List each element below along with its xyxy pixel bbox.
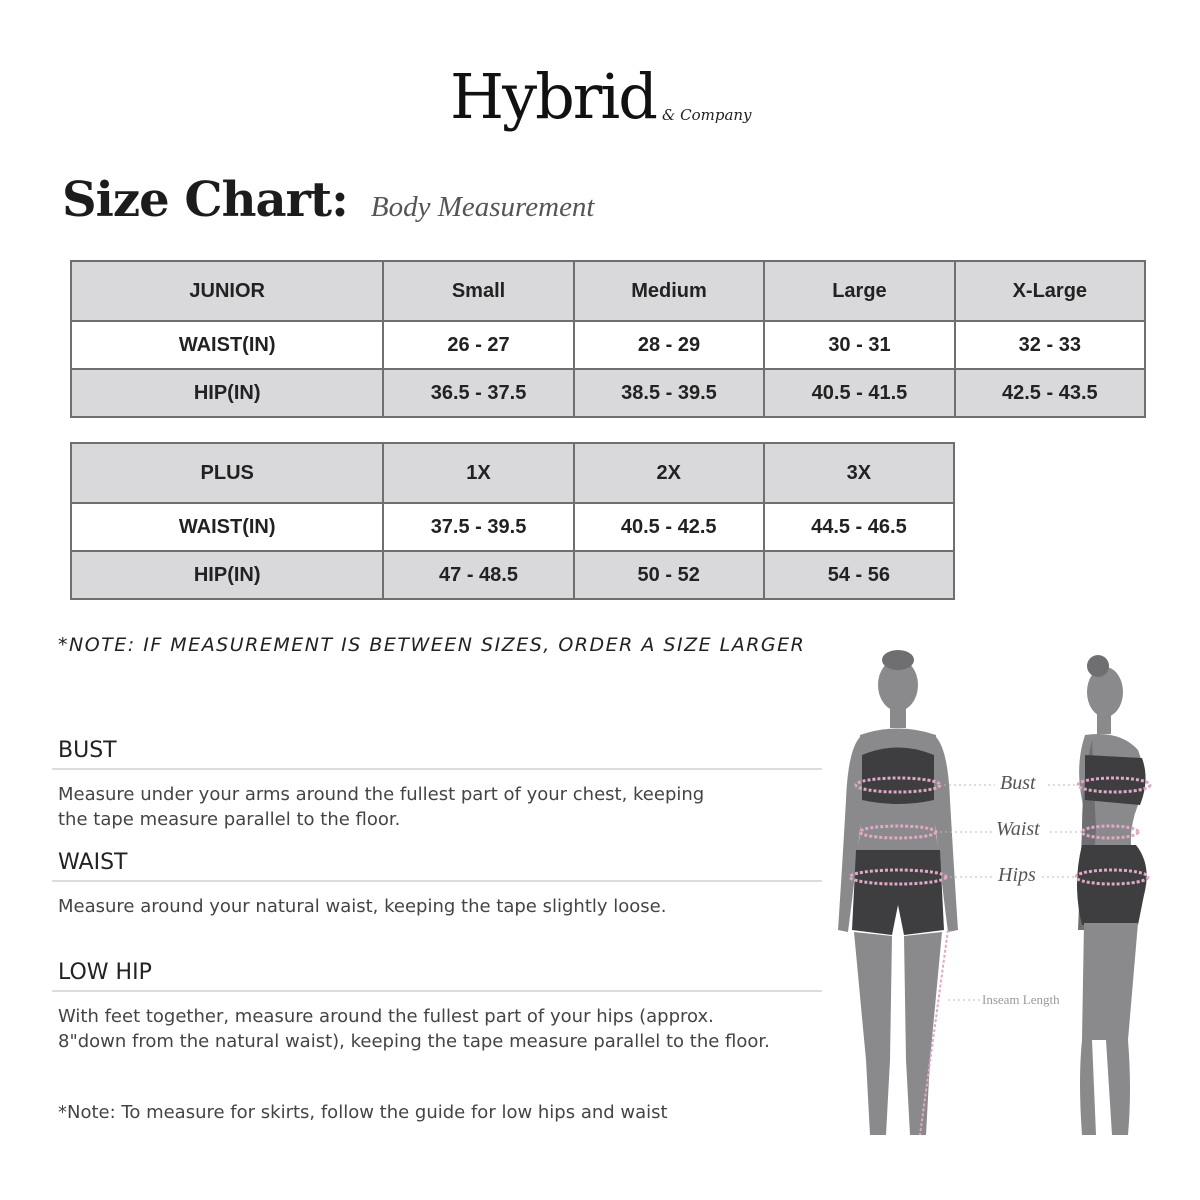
table-row bbox=[71, 503, 954, 551]
bust-guide bbox=[52, 734, 822, 832]
divider bbox=[52, 990, 822, 992]
table-row bbox=[71, 369, 1145, 417]
table-header-cell: 1X bbox=[383, 443, 573, 503]
low-hip-instructions bbox=[52, 1004, 822, 1054]
table-cell: 44.5 - 46.5 bbox=[764, 503, 954, 551]
divider bbox=[52, 880, 822, 882]
table-header-cell: Small bbox=[383, 261, 573, 321]
table-cell: 32 - 33 bbox=[955, 321, 1145, 369]
front-figure bbox=[838, 650, 958, 1135]
table-cell: 38.5 - 39.5 bbox=[574, 369, 765, 417]
bust-line-2: the tape measure parallel to the floor. bbox=[58, 809, 401, 830]
bust-instructions bbox=[52, 782, 822, 832]
plus-size-table bbox=[70, 442, 955, 600]
table-header-cell: X-Large bbox=[955, 261, 1145, 321]
low-hip-guide bbox=[52, 956, 822, 1054]
page-title bbox=[62, 172, 595, 242]
table-row bbox=[71, 551, 954, 599]
waist-guide bbox=[52, 846, 822, 919]
figure-label-waist: Waist bbox=[996, 818, 1040, 840]
table-cell: WAIST(IN) bbox=[71, 321, 383, 369]
table-row bbox=[71, 321, 1145, 369]
measurement-figures bbox=[820, 640, 1180, 1160]
brand-name: Hybrid bbox=[450, 60, 656, 133]
table-header-cell: 2X bbox=[574, 443, 764, 503]
table-cell: 30 - 31 bbox=[764, 321, 954, 369]
table-header-row bbox=[71, 443, 954, 503]
table-cell: 42.5 - 43.5 bbox=[955, 369, 1145, 417]
table-header-cell: Medium bbox=[574, 261, 765, 321]
bust-heading: BUST bbox=[58, 738, 117, 763]
figures-illustration bbox=[820, 640, 1180, 1160]
waist-heading: WAIST bbox=[58, 850, 128, 875]
divider bbox=[52, 768, 822, 770]
table-header-cell: Large bbox=[764, 261, 954, 321]
table-cell: 50 - 52 bbox=[574, 551, 764, 599]
side-figure bbox=[1076, 655, 1150, 1135]
table-cell: 54 - 56 bbox=[764, 551, 954, 599]
table-cell: 47 - 48.5 bbox=[383, 551, 573, 599]
low-hip-line-1: With feet together, measure around the fullest part of your hips (approx. bbox=[58, 1006, 714, 1027]
waist-instructions bbox=[52, 894, 822, 919]
bust-line-1: Measure under your arms around the fullest part of your chest, keeping bbox=[58, 784, 705, 805]
table-cell: 40.5 - 42.5 bbox=[574, 503, 764, 551]
figure-label-inseam: Inseam Length bbox=[982, 992, 1060, 1007]
figure-label-bust: Bust bbox=[1000, 772, 1036, 794]
brand-sub: & Company bbox=[662, 106, 752, 124]
low-hip-heading: LOW HIP bbox=[58, 960, 152, 985]
table-cell: 36.5 - 37.5 bbox=[383, 369, 573, 417]
table-header-cell: JUNIOR bbox=[71, 261, 383, 321]
low-hip-line-2: 8"down from the natural waist), keeping the tape measure parallel to the floor. bbox=[58, 1031, 770, 1052]
junior-size-table bbox=[70, 260, 1146, 418]
skirt-note: *Note: To measure for skirts, follow the guide for low hips and waist bbox=[58, 1102, 668, 1123]
table-header-cell: PLUS bbox=[71, 443, 383, 503]
figure-label-hips: Hips bbox=[998, 864, 1036, 886]
table-cell: HIP(IN) bbox=[71, 369, 383, 417]
waist-line-1: Measure around your natural waist, keeping the tape slightly loose. bbox=[58, 896, 667, 917]
brand-logo bbox=[440, 60, 780, 190]
table-cell: 26 - 27 bbox=[383, 321, 573, 369]
table-cell: WAIST(IN) bbox=[71, 503, 383, 551]
table-header-row bbox=[71, 261, 1145, 321]
title-sub: Body Measurement bbox=[370, 191, 595, 223]
table-header-cell: 3X bbox=[764, 443, 954, 503]
table-cell: HIP(IN) bbox=[71, 551, 383, 599]
table-cell: 37.5 - 39.5 bbox=[383, 503, 573, 551]
size-note: *NOTE: IF MEASUREMENT IS BETWEEN SIZES, ORDER A SIZE LARGER bbox=[58, 634, 806, 656]
table-cell: 28 - 29 bbox=[574, 321, 765, 369]
title-main: Size Chart: bbox=[62, 172, 348, 228]
table-cell: 40.5 - 41.5 bbox=[764, 369, 954, 417]
